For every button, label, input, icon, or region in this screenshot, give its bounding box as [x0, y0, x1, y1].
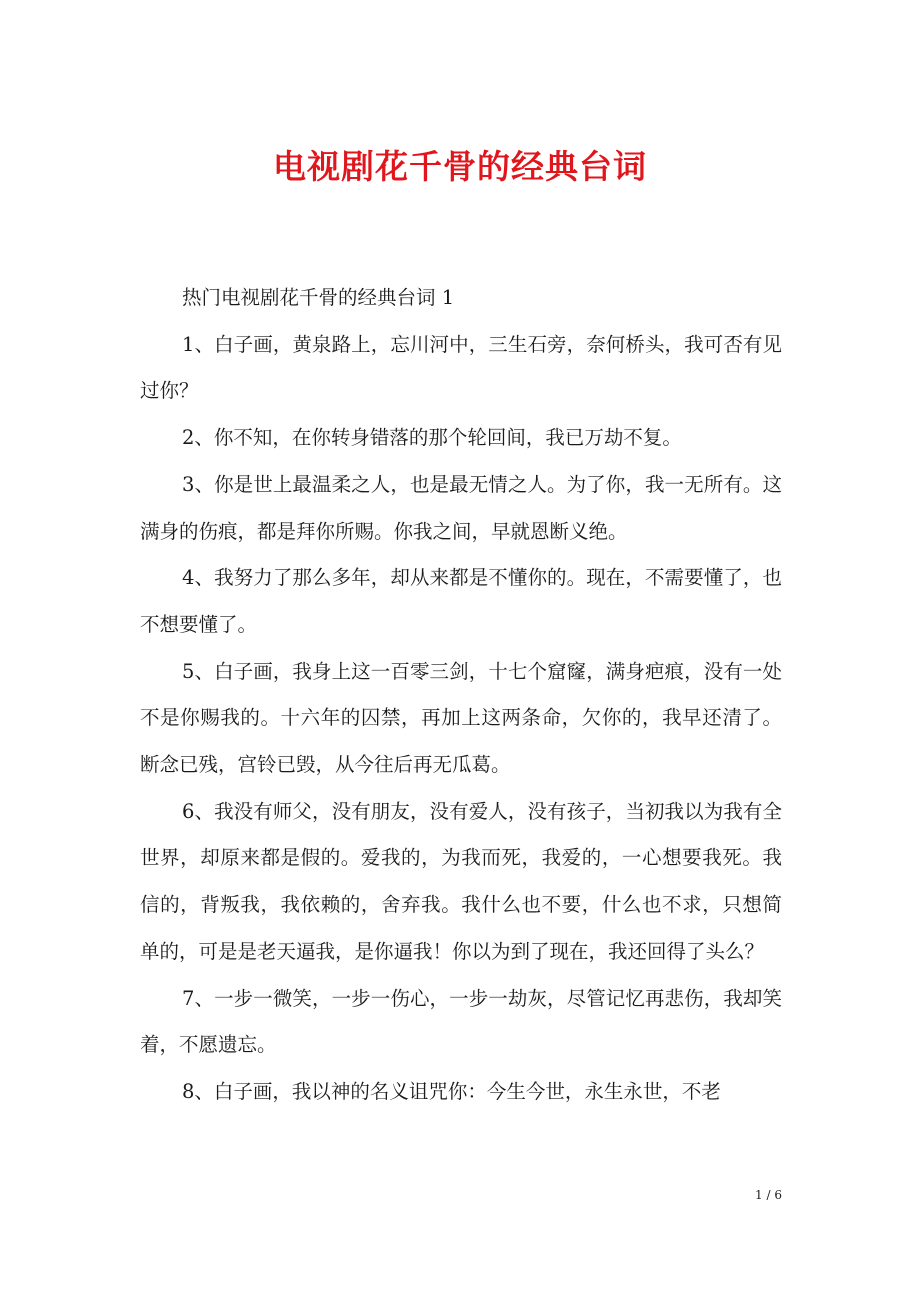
- document-body: [140, 275, 782, 1116]
- quote-paragraph-8: 8、白子画，我以神的名义诅咒你：今生今世，永生永世，不老: [182, 1079, 721, 1103]
- quote-paragraph-5: 5、白子画，我身上这一百零三剑，十七个窟窿，满身疤痕，没有一处不是你赐我的。十六年的囚禁，再加上这两条命，欠你的，我早还清了。断念已残，宫铃已毁，从今往后再无瓜葛。: [140, 659, 782, 777]
- quote-paragraph-6: 6、我没有师父，没有朋友，没有爱人，没有孩子，当初我以为我有全世界，却原来都是假的。爱我的，为我而死，我爱的，一心想要我死。我信的，背叛我，我依赖的，舍弃我。我什么也不要，什么也不求，只想简单的，可是是老天逼我，是你逼我！你以为到了现在，我还回得了头么？: [140, 799, 782, 963]
- quote-paragraph-2: 2、你不知，在你转身错落的那个轮回间，我已万劫不复。: [182, 426, 682, 450]
- quote-paragraph-4: 4、我努力了那么多年，却从来都是不懂你的。现在，不需要懂了，也不想要懂了。: [140, 566, 782, 636]
- quote-paragraph-1: 1、白子画，黄泉路上，忘川河中，三生石旁，奈何桥头，我可否有见过你？: [140, 332, 782, 403]
- subheading: 热门电视剧花千骨的经典台词 1: [182, 286, 455, 309]
- document-title: 电视剧花千骨的经典台词: [273, 147, 647, 186]
- page-number: 1 / 6: [755, 1188, 782, 1202]
- quote-paragraph-7: 7、一步一微笑，一步一伤心，一步一劫灰，尽管记忆再悲伤，我却笑着，不愿遗忘。: [140, 986, 782, 1057]
- quote-paragraph-3: 3、你是世上最温柔之人，也是最无情之人。为了你，我一无所有。这满身的伤痕，都是拜你所赐。你我之间，早就恩断义绝。: [140, 472, 782, 543]
